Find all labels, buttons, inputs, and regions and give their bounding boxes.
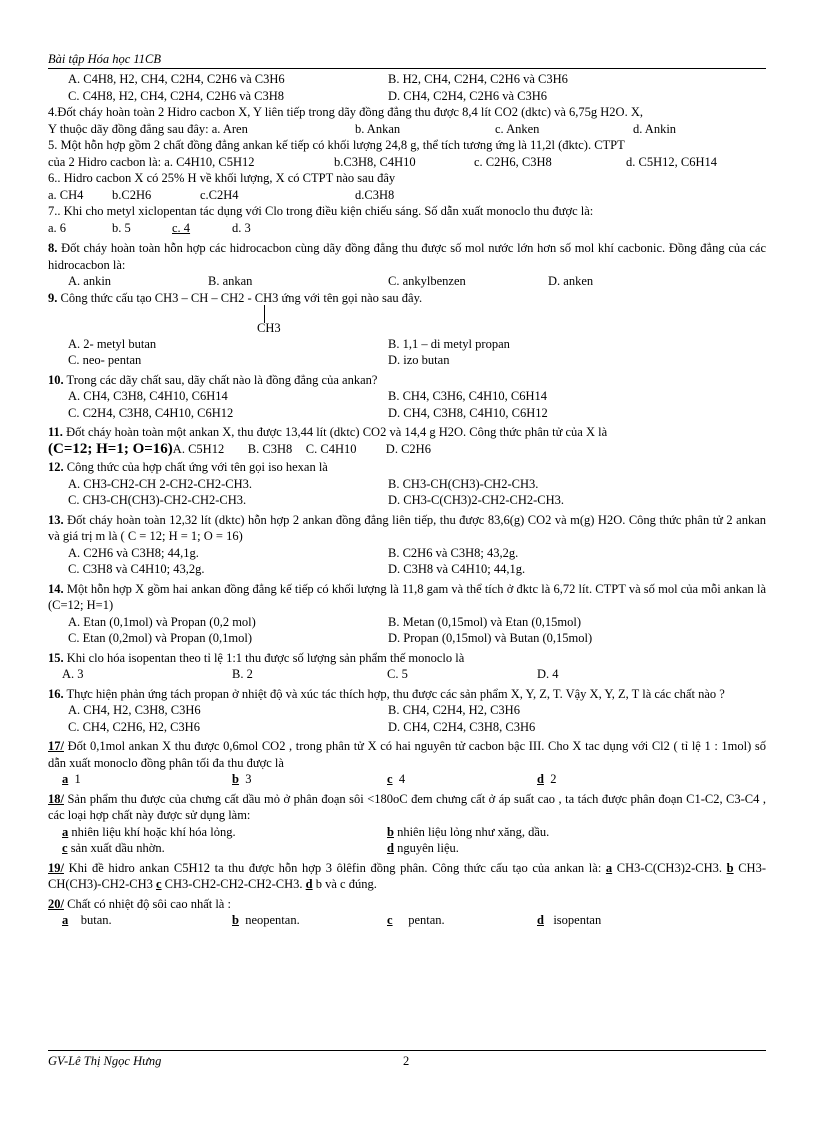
q11-stem: 11. Đốt cháy hoàn toàn một ankan X, thu được 13,44 lít (dktc) CO2 và 14,4 g H2O. Công thức phân tử của X là [48,425,608,439]
q16-stem: 16. Thực hiện phản ứng tách propan ở nhiệt độ và xúc tác thích hợp, thu được các sản phẩm X, Y, Z, T. Vậy X, Y, Z, T là các chất nào ? [48,686,725,701]
q15-option-b: B. 2 [232,667,253,681]
q4-options [48,121,766,138]
q16-option-a: A. CH4, H2, C3H8, C3H6 [68,703,201,717]
q6-option-a: a. CH4 [48,187,84,202]
q15-option-c: C. 5 [387,667,408,681]
q8-option-c: C. ankylbenzen [388,274,466,288]
q7-stem: 7.. Khi cho metyl xiclopentan tác dụng với Clo trong điều kiện chiếu sáng. Số dẫn xuất monoclo thu được là: [48,204,594,218]
q12-stem: 12. Công thức của hợp chất ứng với tên gọi iso hexan là [48,460,328,474]
q18-option-c: c sản xuất dầu nhờn. [62,841,165,855]
q6-option-b: b.C2H6 [112,187,152,202]
q11-option-b: B. C3H8 [247,441,293,456]
q9-structure: 9. Công thức cấu tạo CH3 – CH – CH2 - CH3 ứng với tên gọi nào sau đây. CH3 [48,290,423,335]
page-number: 2 [403,1054,410,1068]
q10-option-a: A. CH4, C3H8, C4H10, C6H14 [68,389,228,403]
q17-option-b: b 3 [232,772,252,786]
q8-option-a: A. ankin [68,274,112,288]
q3-options [48,71,766,104]
q5-option-d: d. C5H12, C6H14 [626,154,717,169]
q17-options [48,771,766,788]
option-a: A. C4H8, H2, CH4, C2H4, C2H6 và C3H6 [68,72,285,86]
q18-option-a: a nhiên liệu khí hoặc khí hóa lỏng. [62,824,236,839]
q20-options [48,912,766,929]
q20-option-b: b neopentan. [232,913,300,927]
option-c: C. C4H8, H2, CH4, C2H4, C2H6 và C3H8 [68,88,284,103]
q8-options [48,273,766,290]
q8-stem: 8. Đốt cháy hoàn toàn hỗn hợp các hidrocacbon cùng dãy đồng đẳng thu được số mol nước lớn hơn số mol khí cacbonic. Đồng đẳng của các hidrocacbon là: [48,241,767,272]
q4-stem: 4.Đốt cháy hoàn toàn 2 Hidro cacbon X, Y liên tiếp trong dãy đồng đẳng thu được 8,4 lít CO2 (dktc) và 6,75g H2O. X, [48,105,643,119]
q10-options [48,388,766,421]
q9-options [48,336,766,369]
q4-option-b: b. Ankan [355,121,401,136]
q13-options [48,545,766,578]
q18-option-b: b nhiên liệu lỏng như xăng, dầu. [387,824,550,839]
q17-stem: 17/ Đốt 0,1mol ankan X thu được 0,6mol CO2 , trong phân tử X có hai nguyên tử cacbon bậc III. Cho X tac dụng với Cl2 ( tỉ lệ 1 : 1mol) số dẫn xuất monoclo đồng phân tối đa thu được là [48,739,767,770]
q19-option-d: b và c đúng. [315,877,377,891]
q7-option-c: c. 4 [172,220,191,235]
q10-option-b: B. CH4, C3H6, C4H10, C6H14 [388,389,548,403]
q15-option-a: A. 3 [62,667,84,681]
q14-option-c: C. Etan (0,2mol) và Propan (0,1mol) [68,631,252,645]
q12-option-c: C. CH3-CH(CH3)-CH2-CH2-CH3. [68,493,247,507]
branch-label: CH3 [257,320,281,335]
option-d: D. CH4, C2H4, C2H6 và C3H6 [388,88,548,103]
worksheet-page [48,52,766,929]
q15-stem: 15. Khi clo hóa isopentan theo tỉ lệ 1:1 thu được số lượng sản phẩm thế monoclo là [48,650,465,665]
q11-option-a: A. C5H12 [172,441,225,456]
q18-options [48,824,766,857]
q6-stem: 6.. Hidro cacbon X có 25% H về khối lượng, X có CTPT nào sau đây [48,171,396,185]
q16-options [48,702,766,735]
q11-option-d: D. C2H6 [385,441,431,456]
q6-options [48,187,766,204]
q9-stem: Công thức cấu tạo CH3 – CH – CH2 - CH3 ứng với tên gọi nào sau đây. [60,290,423,305]
q13-option-d: D. C3H8 và C4H10; 44,1g. [388,562,526,576]
q12-option-a: A. CH3-CH2-CH 2-CH2-CH2-CH3. [68,476,253,491]
q9-option-a: A. 2- metyl butan [68,336,157,351]
q19-option-a: CH3-C(CH3)2-CH3. [616,860,723,875]
q5-option-a: của 2 Hidro cacbon là: a. C4H10, C5H12 [48,154,255,169]
q4-option-d: d. Ankin [633,121,677,136]
q14-option-a: A. Etan (0,1mol) và Propan (0,2 mol) [68,614,256,629]
q5-option-c: c. C2H6, C3H8 [474,154,552,169]
q7-option-b: b. 5 [112,220,131,235]
q4-option-c: c. Anken [495,121,540,136]
q11-options [48,441,766,458]
q12-option-d: D. CH3-C(CH3)2-CH2-CH2-CH3. [388,493,565,507]
q4-option-a: Y thuộc dãy đồng đẳng sau đây: a. Aren [48,121,248,136]
q7-options [48,220,766,237]
q14-option-d: D. Propan (0,15mol) và Butan (0,15mol) [388,631,593,645]
q14-stem: 14. Một hỗn hợp X gồm hai ankan đồng đẳng kế tiếp có khối lượng là 11,8 gam và thể tích ở đktc là 6,72 lít. CTPT và số mol của mỗi ankan là (C=12; H=1) [48,581,766,612]
q16-option-b: B. CH4, C2H4, H2, C3H6 [388,703,520,717]
q17-option-a: a 1 [62,772,81,786]
q5-options [48,154,766,171]
q6-option-c: c.C2H4 [200,187,239,202]
q14-options [48,614,766,647]
q13-option-b: B. C2H6 và C3H8; 43,2g. [388,545,519,560]
q8-option-b: B. ankan [208,274,253,288]
q19-stem: 19/ Khi đề hidro ankan C5H12 ta thu được hỗn hợp 3 ôlêfin đồng phân. Công thức cấu tạo của ankan là: a CH3-C(CH3)2-CH3. b CH3-CH(CH3)-CH2-CH3 c CH3-CH2-CH2-CH2-CH3. d b và c đúng. [48,860,766,891]
page-header: Bài tập Hóa học 11CB [48,52,766,69]
q16-option-d: D. CH4, C2H4, C3H8, C3H6 [388,719,536,734]
q17-option-d: d 2 [537,772,557,786]
q18-stem: 18/ Sản phẩm thu được của chưng cất dầu mỏ ở phân đoạn sôi <180oC đem chưng cất ở áp suất cao , ta tách được phân đoạn C1-C2, C3-C4 , các loại hợp chất này được sử dụng làm: [48,791,766,822]
q10-option-d: D. CH4, C3H8, C4H10, C6H12 [388,405,548,420]
q11-option-c: C. C4H10 [305,441,357,456]
q13-stem: 13. Đốt cháy hoàn toàn 12,32 lít (dktc) hỗn hợp 2 ankan đồng đẳng liên tiếp, thu được 83,6(g) CO2 và m(g) H2O. Công thức phân tử 2 ankan và giá trị m là ( C = 12; H = 1; O = 16) [48,512,766,543]
q9-option-d: D. izo butan [388,353,450,367]
q15-option-d: D. 4 [537,667,559,681]
q8-option-d: D. anken [548,274,594,288]
author-name: GV-Lê Thị Ngọc Hưng [48,1054,162,1068]
q19-option-b: CH3-CH(CH3)-CH2-CH3 [48,860,766,891]
q5-stem: 5. Một hỗn hợp gồm 2 chất đồng đẳng ankan kế tiếp có khối lượng 24,8 g, thể tích tương ứng là 11,2l (đktc). CTPT [48,138,625,152]
q20-stem: 20/ Chất có nhiệt độ sôi cao nhất là : [48,896,231,911]
q7-option-a: a. 6 [48,220,67,235]
q13-option-c: C. C3H8 và C4H10; 43,2g. [68,562,205,576]
q19-option-c: CH3-CH2-CH2-CH2-CH3. [164,877,303,891]
q18-option-d: d nguyên liệu. [387,841,459,855]
q12-option-b: B. CH3-CH(CH3)-CH2-CH3. [388,476,539,491]
q10-option-c: C. C2H4, C3H8, C4H10, C6H12 [68,405,234,420]
q5-option-b: b.C3H8, C4H10 [334,154,416,169]
q20-option-d: d isopentan [537,913,602,927]
q15-options [48,666,766,683]
page-footer [48,1050,766,1069]
q20-option-a: a butan. [62,913,112,927]
q9-option-c: C. neo- pentan [68,353,142,367]
q10-stem: 10. Trong các dãy chất sau, dãy chất nào là đồng đẳng của ankan? [48,372,378,387]
option-b: B. H2, CH4, C2H4, C2H6 và C3H6 [388,72,568,86]
atomic-masses: (C=12; H=1; O=16) [48,440,173,457]
q12-options [48,476,766,509]
q7-option-d: d. 3 [232,220,251,235]
q20-option-c: c pentan. [387,913,445,927]
q9-option-b: B. 1,1 – di metyl propan [388,336,510,351]
q14-option-b: B. Metan (0,15mol) và Etan (0,15mol) [388,614,582,629]
q17-option-c: c 4 [387,772,406,786]
q6-option-d: d.C3H8 [355,187,395,202]
q16-option-c: C. CH4, C2H6, H2, C3H6 [68,719,200,734]
q13-option-a: A. C2H6 và C3H8; 44,1g. [68,545,199,560]
